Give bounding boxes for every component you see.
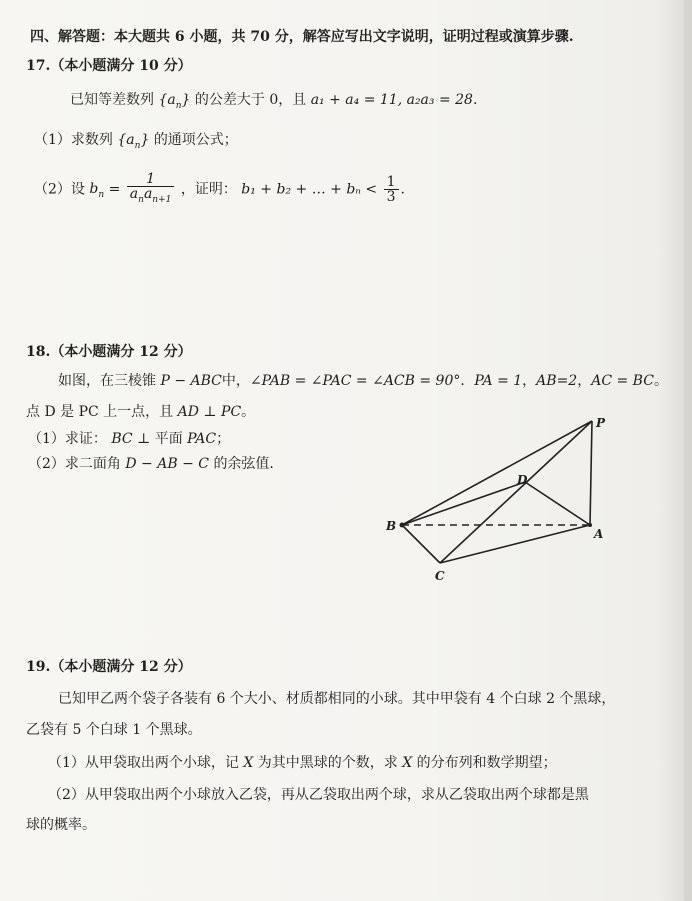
q17-stem-mid: 的公差大于 0，且 bbox=[194, 92, 307, 108]
q18-angles: ∠PAB = ∠PAC = ∠ACB = 90° bbox=[249, 373, 461, 389]
q18-sep2: ， bbox=[577, 373, 592, 389]
q17-part1-prefix: （1）求数列 bbox=[34, 132, 113, 148]
q17-part2 bbox=[34, 172, 405, 212]
q17-third-den: 3 bbox=[386, 188, 396, 205]
q17-part1 bbox=[34, 131, 238, 155]
q17-fraction-num: 1 bbox=[127, 172, 175, 187]
q17-period: . bbox=[400, 181, 405, 198]
q18-line2 bbox=[26, 403, 255, 421]
q19-part2-line1: （2）从甲袋取出两个小球放入乙袋，再从乙袋取出两个球，求从乙袋取出两个球都是黑 bbox=[48, 787, 589, 803]
edge-BC bbox=[402, 525, 440, 563]
q17-bn: $b_n$ bbox=[89, 181, 105, 201]
q18-part1-d: PAC bbox=[187, 431, 217, 447]
q17-fraction bbox=[127, 172, 175, 207]
q18-sep1: ， bbox=[522, 373, 537, 389]
q17-stem bbox=[70, 91, 477, 115]
q17-condition: a₁ + a₄ = 11, a₂a₃ = 28 bbox=[310, 92, 473, 108]
segment-DA bbox=[525, 482, 590, 525]
q19-part2-line2: 球的概率。 bbox=[26, 817, 96, 833]
q19-header: 19.（本小题满分 12 分） bbox=[26, 659, 192, 675]
page-edge-shadow bbox=[684, 0, 692, 901]
label-P: P bbox=[596, 416, 606, 430]
q18-part1-a: （1）求证： bbox=[28, 431, 107, 447]
q17-part1-seq: $\{a_n\}$ bbox=[117, 132, 150, 151]
point-A bbox=[588, 523, 592, 527]
q17-stem-end: . bbox=[472, 92, 478, 108]
q19-part1-c: 的分布列和数学期望； bbox=[416, 755, 557, 771]
q18-line1-end: 。 bbox=[653, 373, 668, 389]
q19-line1: 已知甲乙两个袋子各装有 6 个大小、材质都相同的小球。其中甲袋有 4 个白球 2 个黑球， bbox=[58, 691, 616, 707]
q18-line1-a: 如图，在三棱锥 bbox=[58, 373, 156, 389]
q17-seq: $\{a_n\}$ bbox=[158, 92, 191, 111]
q18-header: 18.（本小题满分 12 分） bbox=[26, 344, 192, 360]
q18-part2 bbox=[28, 455, 274, 473]
q18-part1-b: BC ⊥ bbox=[111, 431, 151, 447]
q17-eq: = bbox=[104, 181, 125, 198]
q18-line2-end: 。 bbox=[241, 404, 256, 420]
q18-part1-e: ； bbox=[216, 431, 231, 447]
label-B: B bbox=[386, 519, 397, 533]
q17-third-num: 1 bbox=[384, 175, 399, 190]
segment-BD bbox=[402, 482, 525, 525]
edge-PA bbox=[590, 421, 592, 525]
q17-part2-prefix: （2）设 bbox=[34, 181, 85, 198]
q17-part1-suffix: 的通项公式； bbox=[153, 132, 238, 148]
q18-part2-a: （2）求二面角 bbox=[28, 456, 121, 472]
q19-part1-b: 为其中黑球的个数，求 bbox=[257, 755, 398, 771]
section-heading: 四、解答题：本大题共 6 小题，共 70 分，解答应写出文字说明，证明过程或演算步骤. bbox=[30, 29, 574, 45]
q18-part2-b: D − AB − C bbox=[125, 456, 209, 472]
q18-part1-c: 平面 bbox=[154, 431, 183, 447]
q18-line1-c: ． bbox=[460, 373, 475, 389]
q18-line1-b: 中， bbox=[221, 373, 250, 389]
q18-perp: AD ⊥ PC bbox=[177, 404, 242, 420]
q18-pa: PA = 1 bbox=[474, 373, 523, 389]
q19-part1-x: X bbox=[243, 755, 254, 771]
q17-inequality: b₁ + b₂ + … + bₙ < bbox=[241, 181, 378, 198]
q17-stem-prefix: 已知等差数列 bbox=[70, 92, 154, 108]
point-B bbox=[400, 523, 405, 528]
q19-line2: 乙袋有 5 个白球 1 个黑球。 bbox=[26, 722, 202, 738]
q18-part2-c: 的余弦值. bbox=[213, 456, 274, 472]
q17-third bbox=[384, 175, 399, 204]
q17-prove: ，证明： bbox=[180, 181, 237, 198]
q19-part1-x2: X bbox=[402, 755, 413, 771]
q18-tetra: P − ABC bbox=[160, 373, 222, 389]
q18-part1 bbox=[28, 430, 230, 448]
edge-CA bbox=[440, 525, 590, 563]
label-C: C bbox=[435, 569, 445, 583]
q17-fraction-den: $a_na_{n+1}$ bbox=[129, 186, 172, 205]
q18-ab: AB=2 bbox=[536, 373, 578, 389]
label-A: A bbox=[594, 527, 604, 541]
q18-line1 bbox=[58, 372, 668, 390]
q19-part1 bbox=[48, 754, 557, 772]
q18-line2-a: 点 D 是 PC 上一点，且 bbox=[26, 404, 174, 420]
label-D: D bbox=[517, 473, 528, 487]
q19-part1-a: （1）从甲袋取出两个小球，记 bbox=[48, 755, 239, 771]
q18-acbc: AC = BC bbox=[591, 373, 654, 389]
tetrahedron-figure bbox=[380, 412, 630, 592]
q17-header: 17.（本小题满分 10 分） bbox=[26, 58, 192, 74]
